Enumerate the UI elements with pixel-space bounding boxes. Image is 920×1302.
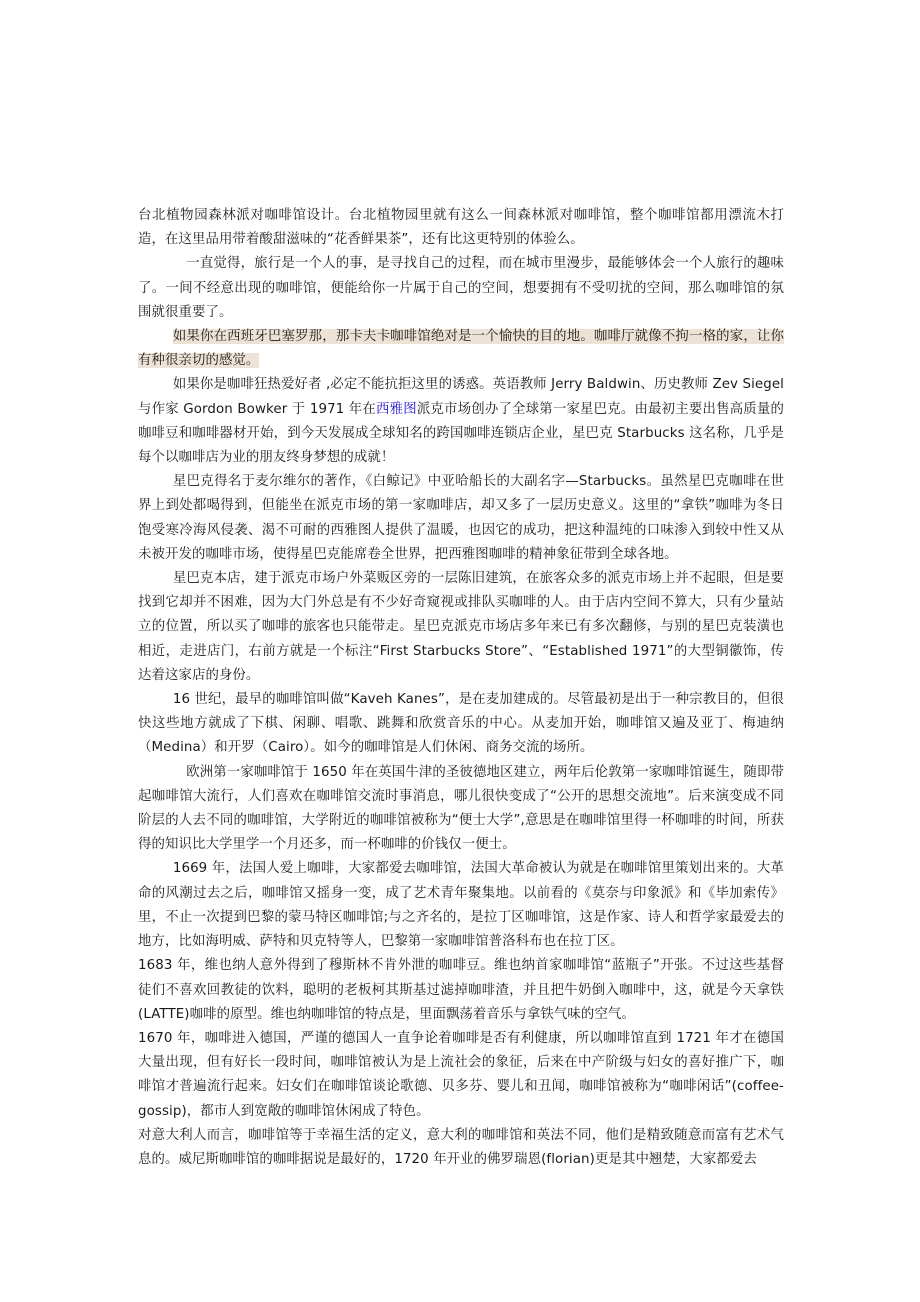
paragraph-france-1669: 1669 年，法国人爱上咖啡，大家都爱去咖啡馆，法国大革命被认为就是在咖啡馆里策划出来的。大革命的风潮过去之后，咖啡馆又摇身一变，成了艺术青年聚集地。以前看的《莫奈与印象派》和《毕加索传》里，不止一次提到巴黎的蒙马特区咖啡馆;与之齐名的，是拉丁区咖啡馆，这是作家、诗人和哲学家最爱去的地方，比如海明威、萨特和贝克特等人，巴黎第一家咖啡馆普洛科布也在拉丁区。 bbox=[138, 861, 784, 950]
paragraph-starbucks-founding bbox=[138, 373, 784, 470]
paragraph-starbucks-name: 星巴克得名于麦尔维尔的著作，《白鲸记》中亚哈船长的大副名字—Starbucks。虽然星巴克咖啡在世界上到处都喝得到，但能坐在派克市场的第一家咖啡店，却又多了一层历史意义。这里的“拿铁”咖啡为冬日饱受寒冷海风侵袭、渴不可耐的西雅图人提供了温暖，也因它的成功，把这种温纯的口味渗入到较中性又从未被开发的咖啡市场，使得星巴克能席卷全世界，把西雅图咖啡的精神象征带到全球各地。 bbox=[138, 474, 784, 562]
highlighted-text: 如果你在西班牙巴塞罗那，那卡夫卡咖啡馆绝对是一个愉快的目的地。咖啡厅就像不拘一格的家，让你有种很亲切的感觉。 bbox=[138, 329, 784, 369]
paragraph-italy: 对意大利人而言，咖啡馆等于幸福生活的定义，意大利的咖啡馆和英法不同，他们是精致随意而富有艺术气息的。威尼斯咖啡馆的咖啡据说是最好的，1720 年开业的佛罗瑞恩(florian)更是其中翘楚，大家都爱去 bbox=[138, 1127, 784, 1167]
paragraph-taipei-cafe: 台北植物园森林派对咖啡馆设计。台北植物园里就有这么一间森林派对咖啡馆，整个咖啡馆都用漂流木打造，在这里品用带着酸甜滋味的“花香鲜果茶”，还有比这更特别的体验么。 bbox=[138, 208, 784, 248]
document-body bbox=[138, 204, 784, 1172]
seattle-link[interactable]: 西雅图 bbox=[376, 401, 417, 417]
paragraph-vienna-1683: 1683 年，维也纳人意外得到了穆斯林不肯外泄的咖啡豆。维也纳首家咖啡馆“蓝瓶子”开张。不过这些基督徒们不喜欢回教徒的饮料，聪明的老板柯其斯基过滤掉咖啡渣，并且把牛奶倒入咖啡中，这，就是今天拿铁(LATTE)咖啡的原型。维也纳咖啡馆的特点是，里面飘荡着音乐与拿铁气味的空气。 bbox=[138, 958, 784, 1022]
text-segment: 如果你是咖啡狂热爱好者 ,必定不能抗拒这里的诱惑。英语教师 Jerry Baldwin、历史教师 Zev Siegel 与作家 Gordon Bowker 于 1971 年在 bbox=[138, 377, 784, 417]
text-segment: 派克市场创办了全球第一家星巴克。由最初主要出售高质量的咖啡豆和咖啡器材开始，到今天发展成全球知名的跨国咖啡连锁店企业，星巴克 Starbucks 这名称，几乎是每个以咖啡店为业的朋友终身梦想的成就！ bbox=[138, 401, 784, 466]
paragraph-europe-first-cafe: 欧洲第一家咖啡馆于 1650 年在英国牛津的圣彼德地区建立，两年后伦敦第一家咖啡馆诞生，随即带起咖啡馆大流行，人们喜欢在咖啡馆交流时事消息，哪儿很快变成了“公开的思想交流地”。后来演变成不同阶层的人去不同的咖啡馆，大学附近的咖啡馆被称为“便士大学”,意思是在咖啡馆里得一杯咖啡的时间，所获得的知识比大学里学一个月还多，而一杯咖啡的价钱仅一便士。 bbox=[138, 764, 784, 853]
paragraph-16th-century: 16 世纪，最早的咖啡馆叫做“Kaveh Kanes”，是在麦加建成的。尽管最初是出于一种宗教目的，但很快这些地方就成了下棋、闲聊、唱歌、跳舞和欣赏音乐的中心。从麦加开始，咖啡馆又遍及亚丁、梅迪纳（Medina）和开罗（Cairo）。如今的咖啡馆是人们休闲、商务交流的场所。 bbox=[138, 692, 784, 756]
paragraph-travel-alone: 一直觉得，旅行是一个人的事，是寻找自己的过程，而在城市里漫步，最能够体会一个人旅行的趣味了。一间不经意出现的咖啡馆，便能给你一片属于自己的空间，想要拥有不受叨扰的空间，那么咖啡馆的氛围就很重要了。 bbox=[138, 256, 784, 320]
paragraph-starbucks-store: 星巴克本店，建于派克市场户外菜贩区旁的一层陈旧建筑，在旅客众多的派克市场上并不起眼，但是要找到它却并不困难，因为大门外总是有不少好奇窥视或排队买咖啡的人。由于店内空间不算大，只有少量站立的位置，所以买了咖啡的旅客也只能带走。星巴克派克市场店多年来已有多次翻修，与别的星巴克装潢也相近，走进店门，右前方就是一个标注“First Starbucks Store”、“Established 1971”的大型铜徽饰，传达着这家店的身份。 bbox=[138, 571, 784, 683]
paragraph-germany-1670: 1670 年，咖啡进入德国，严谨的德国人一直争论着咖啡是否有利健康，所以咖啡馆直到 1721 年才在德国大量出现，但有好长一段时间，咖啡馆被认为是上流社会的象征，后来在中产阶级与妇女的喜好推广下，咖啡馆才普遍流行起来。妇女们在咖啡馆谈论歌德、贝多芬、婴儿和丑闻，咖啡馆被称为“咖啡闲话”(coffee-gossip)，都市人到宽敞的咖啡馆休闲成了特色。 bbox=[138, 1030, 784, 1119]
paragraph-barcelona bbox=[138, 325, 784, 373]
